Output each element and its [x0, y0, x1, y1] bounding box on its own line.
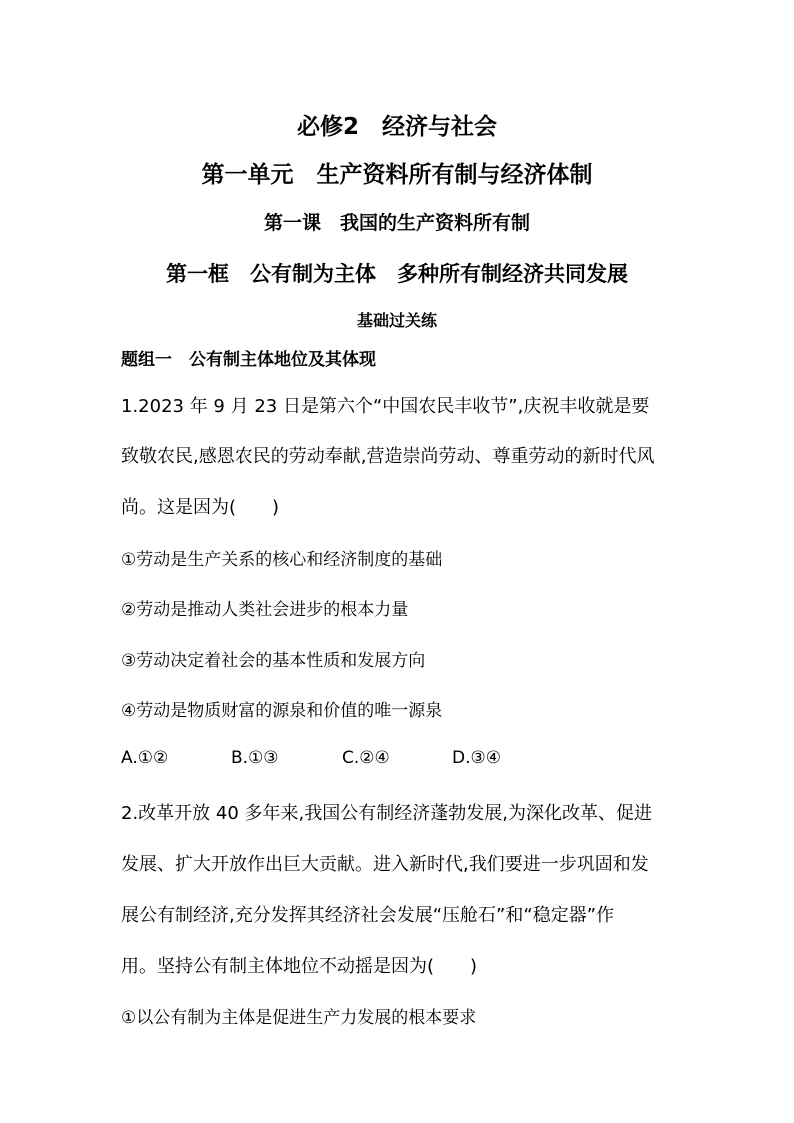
q1-choice-d: D.③④: [452, 748, 501, 768]
book-title: 必修2 经济与社会: [296, 114, 497, 140]
q1-choice-c: C.②④: [342, 748, 390, 768]
q1-line-2: 致敬农民,感恩农民的劳动奉献,营造崇尚劳动、尊重劳动的新时代风: [121, 446, 655, 467]
q1-line-1: 1.2023 年 9 月 23 日是第六个“中国农民丰收节”,庆祝丰收就是要: [121, 396, 650, 417]
q1-choice-b: B.①③: [231, 748, 279, 768]
q1-choice-a: A.①②: [121, 748, 169, 768]
q1-option-2: ②劳动是推动人类社会进步的根本力量: [121, 600, 409, 620]
unit-title: 第一单元 生产资料所有制与经济体制: [201, 162, 593, 188]
q2-line-1: 2.改革开放 40 多年来,我国公有制经济蓬勃发展,为深化改革、促进: [121, 803, 652, 824]
question-group-title: 题组一 公有制主体地位及其体现: [121, 350, 376, 370]
q1-option-4: ④劳动是物质财富的源泉和价值的唯一源泉: [121, 701, 443, 721]
frame-title: 第一框 公有制为主体 多种所有制经济共同发展: [166, 262, 628, 286]
q1-option-1: ①劳动是生产关系的核心和经济制度的基础: [121, 550, 443, 570]
q2-line-2: 发展、扩大开放作出巨大贡献。进入新时代,我们要进一步巩固和发: [121, 854, 649, 875]
q2-line-3: 展公有制经济,充分发挥其经济社会发展“压舱石”和“稳定器”作: [121, 905, 615, 926]
q1-line-3: 尚。这是因为( ): [121, 497, 280, 518]
q2-line-4: 用。坚持公有制主体地位不动摇是因为( ): [121, 956, 478, 977]
q2-option-1: ①以公有制为主体是促进生产力发展的根本要求: [121, 1008, 477, 1028]
section-title: 基础过关练: [356, 311, 437, 330]
lesson-title: 第一课 我国的生产资料所有制: [263, 212, 530, 234]
q1-option-3: ③劳动决定着社会的基本性质和发展方向: [121, 651, 426, 671]
